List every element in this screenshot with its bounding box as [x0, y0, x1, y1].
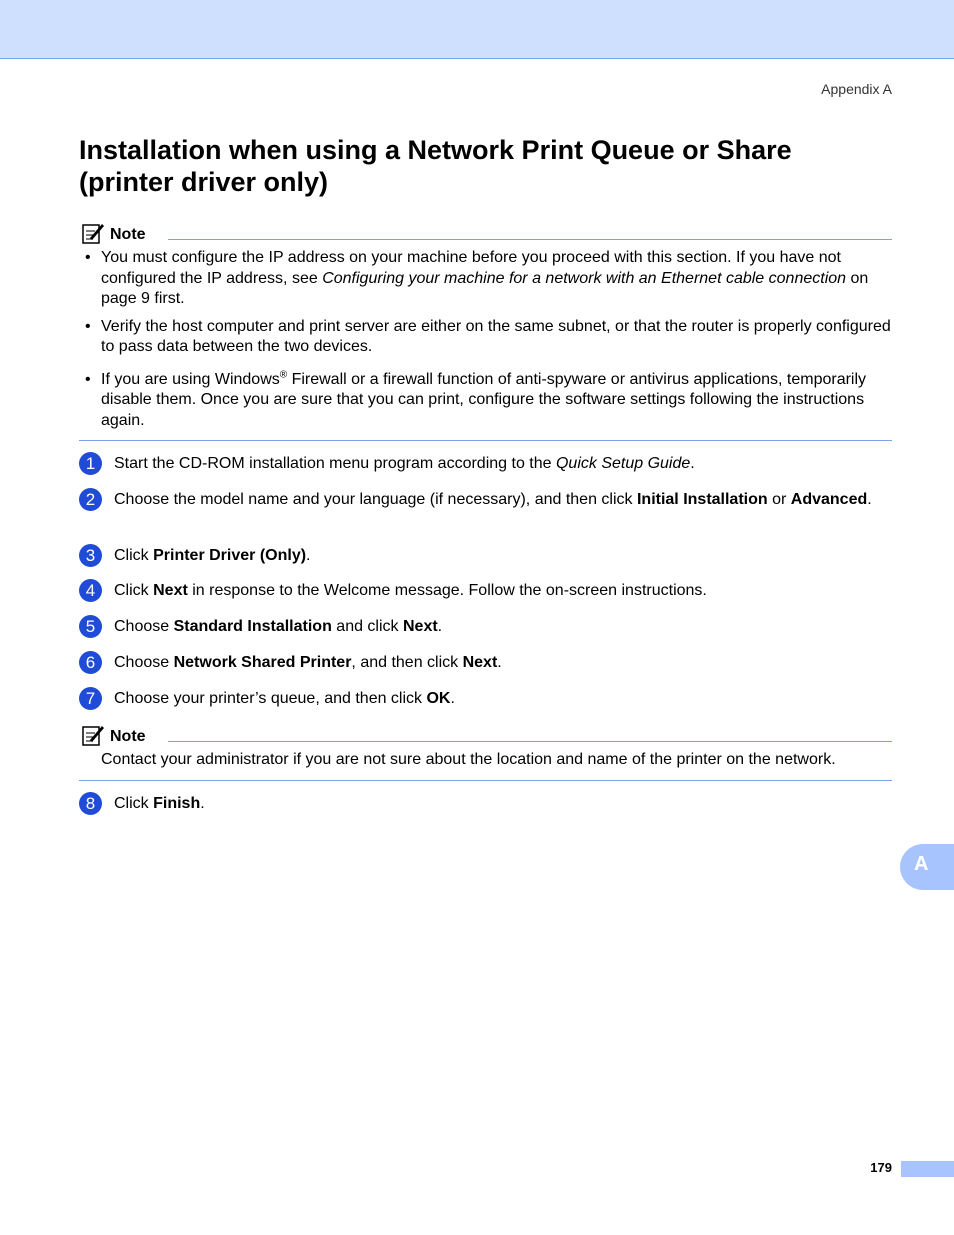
step-item: 1 Start the CD-ROM installation menu program according to the Quick Setup Guide. [79, 454, 892, 475]
step-item: 5 Choose Standard Installation and click Next. [79, 617, 892, 638]
step-number-badge: 4 [79, 579, 102, 602]
note-rule [168, 741, 892, 742]
footer-bar [901, 1161, 954, 1177]
step-number-badge: 6 [79, 651, 102, 674]
header-band [0, 0, 954, 59]
step-item: 7 Choose your printer’s queue, and then click OK. [79, 689, 892, 710]
notepad-pencil-icon [81, 221, 105, 245]
step-number-badge: 1 [79, 452, 102, 475]
step-number-badge: 8 [79, 792, 102, 815]
step-number-badge: 3 [79, 544, 102, 567]
note-text: Contact your administrator if you are not sure about the location and name of the printer on the network. [101, 751, 836, 768]
step-number-badge: 2 [79, 488, 102, 511]
step-number-badge: 7 [79, 687, 102, 710]
running-header: Appendix A [821, 81, 892, 97]
note-title: Note [110, 226, 146, 243]
note-bullet: • If you are using Windows® Firewall or a firewall function of anti-spyware or antivirus applications, temporarily disable them. Once you are sure that you can print, configure the software settings following the instructions again. [79, 370, 892, 432]
section-title: Installation when using a Network Print Queue or Share (printer driver only) [79, 135, 792, 197]
note-title: Note [110, 728, 146, 745]
step-item: 4 Click Next in response to the Welcome message. Follow the on-screen instructions. [79, 581, 892, 602]
note-bullet: • Verify the host computer and print server are either on the same subnet, or that the router is properly configured to pass data between the two devices. [79, 317, 892, 358]
step-item: 8 Click Finish. [79, 794, 892, 815]
appendix-side-tab [900, 844, 954, 890]
step-item: 2 Choose the model name and your language (if necessary), and then click Initial Installation or Advanced. [79, 490, 892, 511]
note-bullet: • You must configure the IP address on your machine before you proceed with this section. If you have not configured the IP address, see Configuring your machine for a network with an Ethernet cable connection on page 9 first. [79, 248, 892, 310]
page-number: 179 [870, 1160, 892, 1175]
note-rule [168, 239, 892, 240]
side-tab-letter: A [914, 853, 929, 875]
note-box [79, 221, 892, 441]
notepad-pencil-icon [81, 723, 105, 747]
step-item: 6 Choose Network Shared Printer, and then click Next. [79, 653, 892, 674]
step-number-badge: 5 [79, 615, 102, 638]
note-box [79, 723, 892, 781]
step-item: 3 Click Printer Driver (Only). [79, 546, 892, 567]
note-bullet-list [79, 248, 892, 431]
